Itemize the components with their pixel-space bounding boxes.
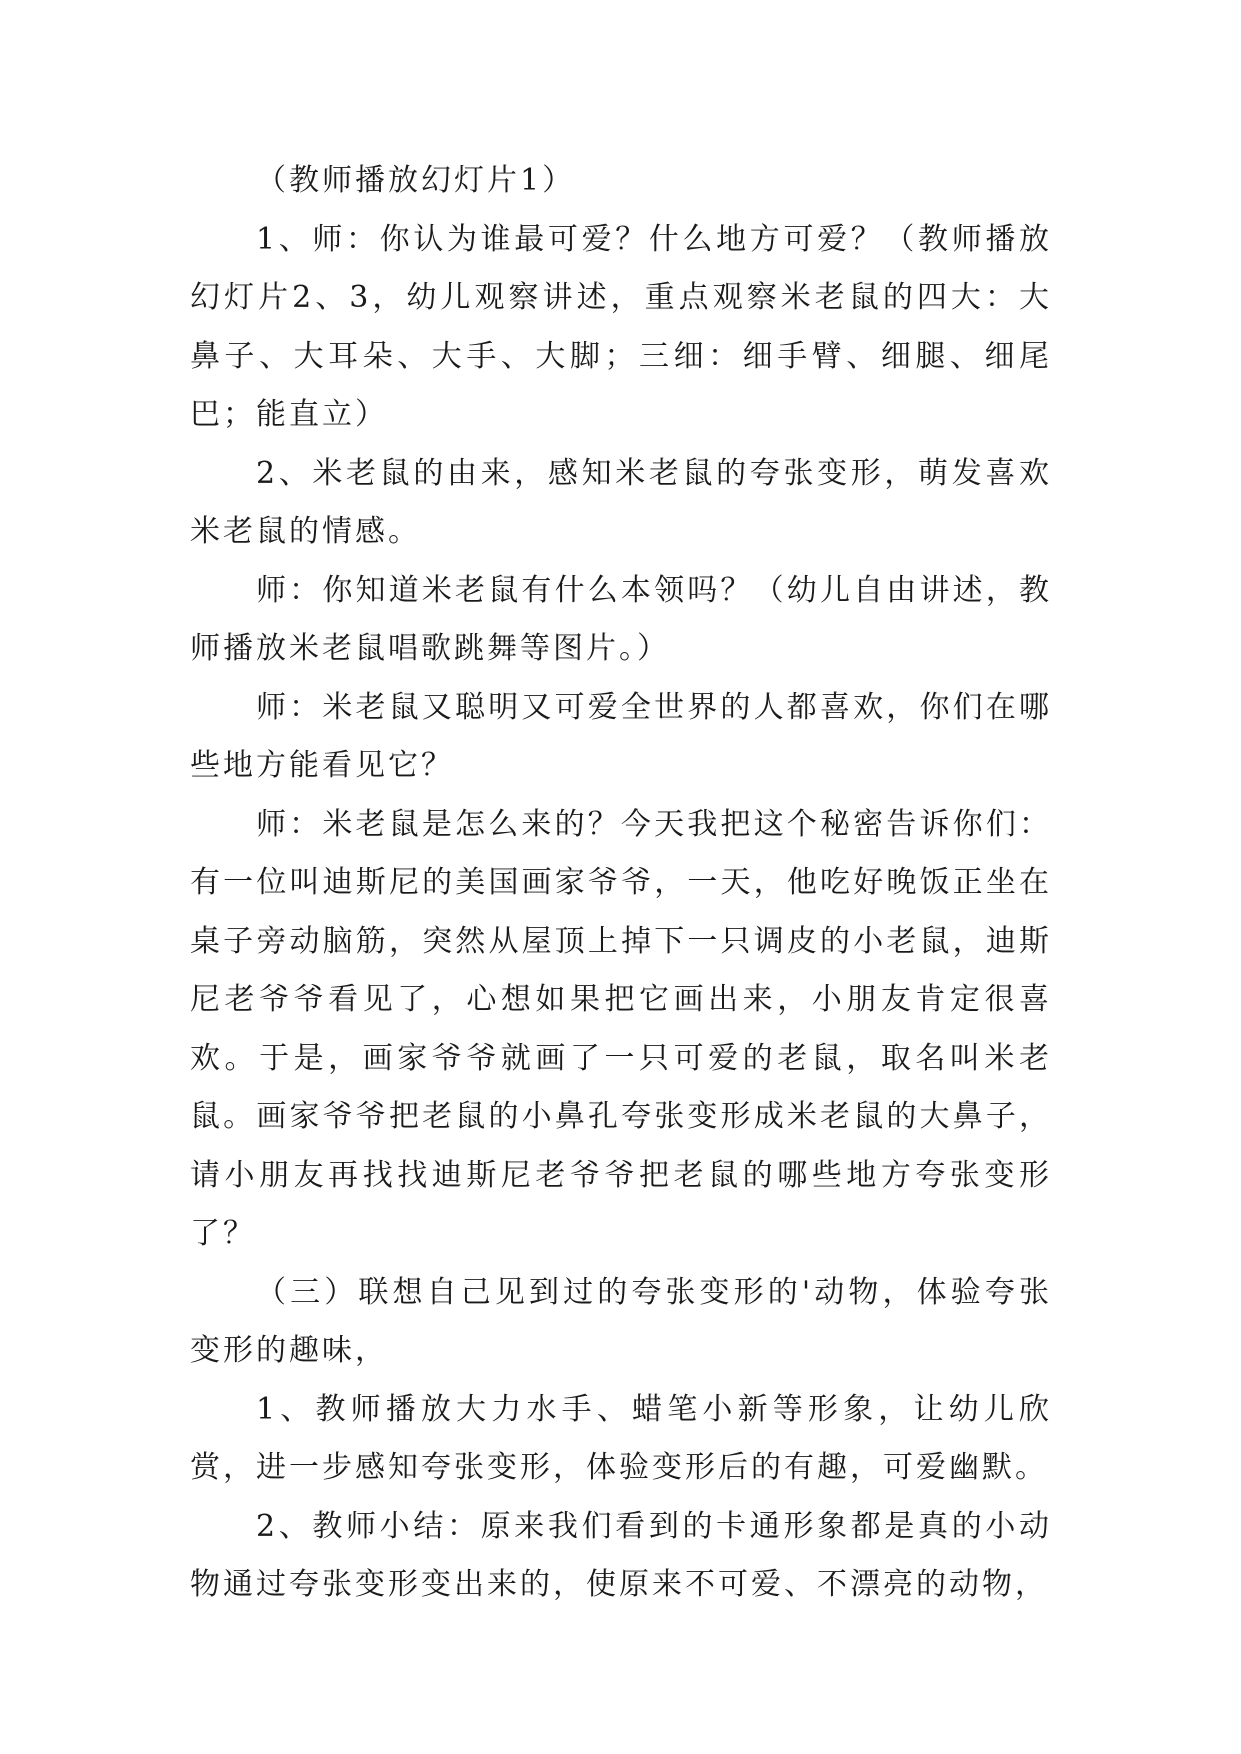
- paragraph-origin-section: 2、米老鼠的由来，感知米老鼠的夸张变形，萌发喜欢米老鼠的情感。: [190, 455, 1052, 549]
- paragraph-question-cute: 1、师：你认为谁最可爱？什么地方可爱？（教师播放幻灯片2、3，幼儿观察讲述，重点观察米老鼠的四大：大鼻子、大耳朵、大手、大脚；三细：细手臂、细腿、细尾巴；能直立）: [190, 221, 1052, 432]
- paragraph-abilities: 师：你知道米老鼠有什么本领吗？（幼儿自由讲述，教师播放米老鼠唱歌跳舞等图片。）: [190, 572, 1052, 666]
- document-body: [190, 152, 1052, 1615]
- paragraph-disney-story: 师：米老鼠是怎么来的？今天我把这个秘密告诉你们：有一位叫迪斯尼的美国画家爷爷，一天，他吃好晚饭正坐在桌子旁动脑筋，突然从屋顶上掉下一只调皮的小老鼠，迪斯尼老爷爷看见了，心想如果把它画出来，小朋友肯定很喜欢。于是，画家爷爷就画了一只可爱的老鼠，取名叫米老鼠。画家爷爷把老鼠的小鼻孔夸张变形成米老鼠的大鼻子，请小朋友再找找迪斯尼老爷爷把老鼠的哪些地方夸张变形了？: [190, 806, 1052, 1251]
- paragraph-slide-1: （教师播放幻灯片1）: [256, 163, 576, 198]
- paragraph-popeye: 1、教师播放大力水手、蜡笔小新等形象，让幼儿欣赏，进一步感知夸张变形，体验变形后的有趣，可爱幽默。: [190, 1391, 1052, 1485]
- paragraph-summary: 2、教师小结：原来我们看到的卡通形象都是真的小动物通过夸张变形变出来的，使原来不可爱、不漂亮的动物，: [190, 1508, 1052, 1602]
- paragraph-where-seen: 师：米老鼠又聪明又可爱全世界的人都喜欢，你们在哪些地方能看见它？: [190, 689, 1052, 783]
- paragraph-section-three: （三）联想自己见到过的夸张变形的'动物，体验夸张变形的趣味，: [190, 1274, 1052, 1368]
